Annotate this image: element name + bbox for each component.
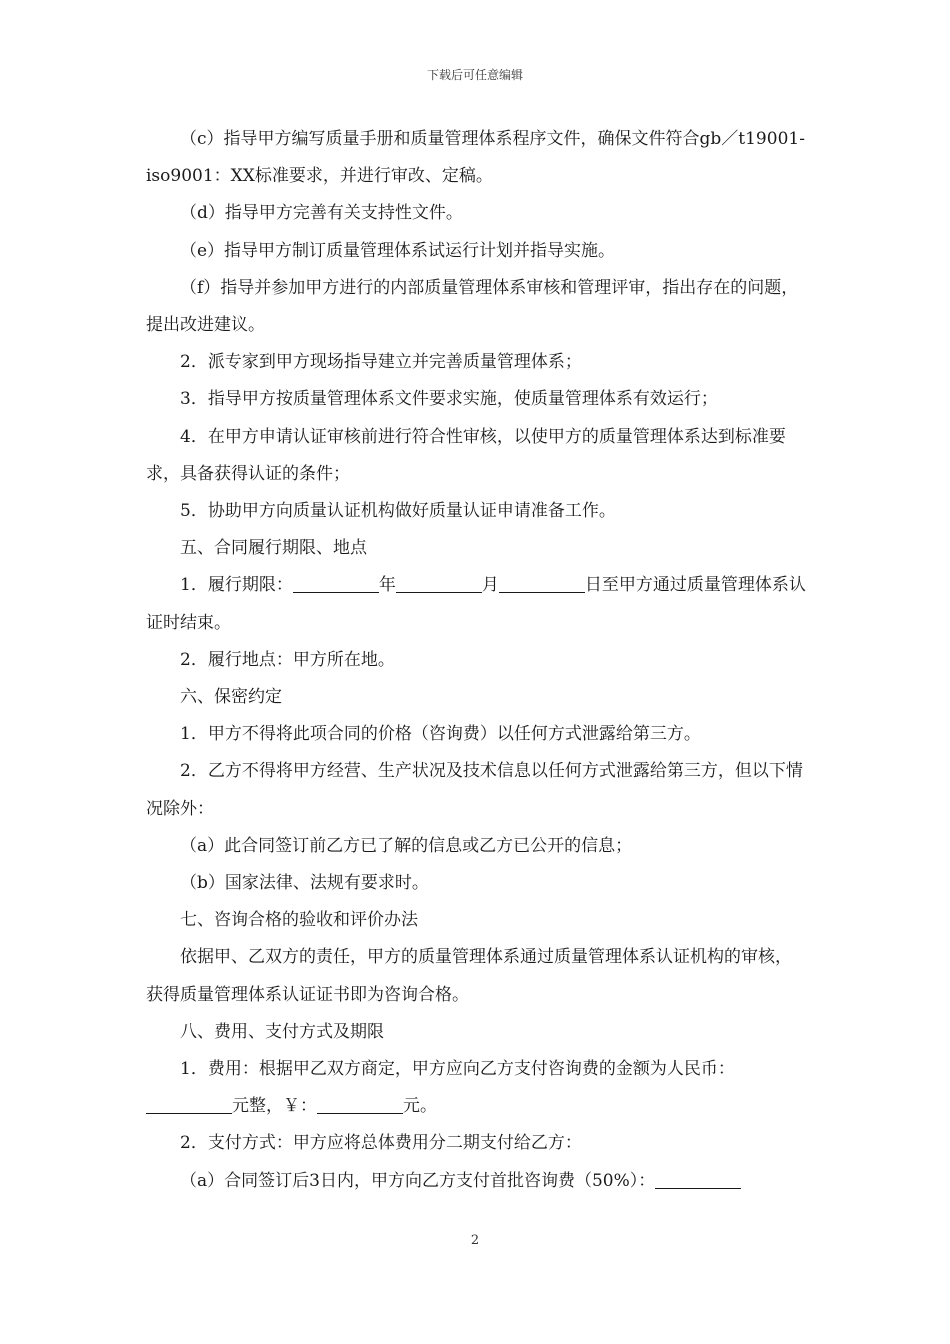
- paragraph-d: （d）指导甲方完善有关支持性文件。: [180, 203, 463, 224]
- first-payment-blank: [655, 1171, 741, 1189]
- fee-unit-1: 元整，￥：: [232, 1096, 317, 1117]
- month-blank: [396, 575, 482, 593]
- day-blank: [499, 575, 585, 593]
- paragraph-payment: 2．支付方式：甲方应将总体费用分二期支付给乙方：: [180, 1133, 582, 1154]
- month-label: 月: [481, 575, 499, 596]
- paragraph-location: 2．履行地点：甲方所在地。: [180, 649, 395, 670]
- paragraph-f: （f）指导并参加甲方进行的内部质量管理体系审核和管理评审，指出存在的问题，提出改进建议。: [146, 277, 799, 336]
- paragraph-e: （e）指导甲方制订质量管理体系试运行计划并指导实施。: [180, 240, 616, 261]
- fee-unit-2: 元。: [403, 1096, 437, 1117]
- fee-line: 1．费用：根据甲乙双方商定，甲方应向乙方支付咨询费的金额为人民币：: [180, 1059, 735, 1080]
- document-body: [146, 121, 806, 1200]
- year-label: 年: [378, 575, 396, 596]
- paragraph-secret-b: （b）国家法律、法规有要求时。: [180, 873, 429, 894]
- paragraph-secret-2: 2．乙方不得将甲方经营、生产状况及技术信息以任何方式泄露给第三方，但以下情况除外：: [146, 761, 803, 819]
- paragraph-item-5: 5．协助甲方向质量认证机构做好质量认证申请准备工作。: [180, 501, 616, 522]
- paragraph-secret-1: 1．甲方不得将此项合同的价格（咨询费）以任何方式泄露给第三方。: [180, 724, 701, 745]
- paragraph-item-3: 3．指导甲方按质量管理体系文件要求实施，使质量管理体系有效运行；: [180, 389, 718, 410]
- paragraph-first-payment: [146, 1163, 806, 1200]
- term-prefix: 1．履行期限：: [180, 575, 293, 596]
- amount-blank: [146, 1096, 232, 1114]
- amount-number-blank: [317, 1096, 403, 1114]
- paragraph-acceptance: 依据甲、乙双方的责任，甲方的质量管理体系通过质量管理体系认证机构的审核，获得质量管理体系认证证书即为咨询合格。: [146, 947, 792, 1005]
- page-number: 2: [470, 1233, 480, 1248]
- paragraph-item-2: 2．派专家到甲方现场指导建立并完善质量管理体系；: [180, 352, 582, 373]
- section-heading-7: 七、咨询合格的验收和评价办法: [180, 910, 418, 931]
- page-header: 下载后可任意编辑: [426, 68, 523, 82]
- paragraph-c: （c）指导甲方编写质量手册和质量管理体系程序文件，确保文件符合gb／t19001-iso9001：XX标准要求，并进行审改、定稿。: [146, 129, 805, 187]
- first-payment-text: （a）合同签订后3日内，甲方向乙方支付首批咨询费（50%）：: [180, 1170, 656, 1191]
- paragraph-item-4: 4．在甲方申请认证审核前进行符合性审核，以使甲方的质量管理体系达到标准要求，具备获得认证的条件；: [146, 426, 786, 484]
- section-heading-8: 八、费用、支付方式及期限: [180, 1021, 384, 1042]
- section-heading-5: 五、合同履行期限、地点: [180, 538, 367, 559]
- section-heading-6: 六、保密约定: [180, 687, 282, 708]
- year-blank: [293, 575, 379, 593]
- paragraph-secret-a: （a）此合同签订前乙方已了解的信息或乙方已公开的信息；: [180, 835, 633, 856]
- term-paragraph: [146, 567, 806, 641]
- term-suffix: 日至甲方通过质量管理体系认证时结束。: [146, 575, 806, 633]
- fee-paragraph: [146, 1051, 806, 1125]
